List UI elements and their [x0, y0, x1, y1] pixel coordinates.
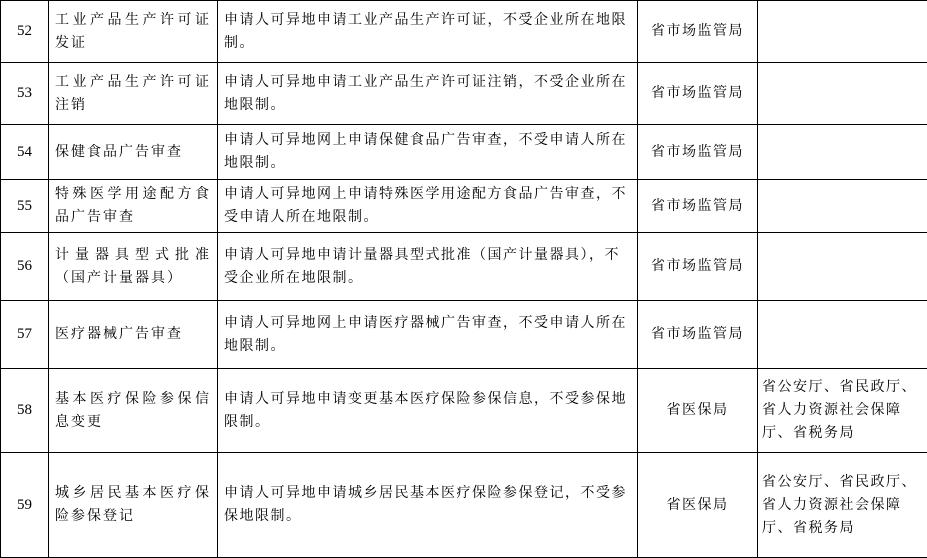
row-number: 52	[1, 1, 49, 63]
responsible-department: 省市场监管局	[638, 180, 758, 233]
cooperating-departments	[758, 63, 927, 125]
row-number: 53	[1, 63, 49, 125]
row-number: 57	[1, 301, 49, 369]
table-row	[1, 369, 927, 453]
responsible-department: 省医保局	[638, 369, 758, 453]
table-row	[1, 453, 927, 558]
cooperating-departments: 省公安厅、省民政厅、省人力资源社会保障厅、省税务局	[758, 453, 927, 558]
row-number: 55	[1, 180, 49, 233]
item-description: 申请人可异地申请计量器具型式批准（国产计量器具），不受企业所在地限制。	[218, 233, 638, 301]
item-description: 申请人可异地申请工业产品生产许可证注销，不受企业所在地限制。	[218, 63, 638, 125]
item-name: 工业产品生产许可证发证	[49, 1, 218, 63]
table-row	[1, 1, 927, 63]
row-number: 54	[1, 125, 49, 180]
item-name: 保健食品广告审查	[49, 125, 218, 180]
responsible-department: 省市场监管局	[638, 125, 758, 180]
responsible-department: 省市场监管局	[638, 1, 758, 63]
item-description: 申请人可异地网上申请医疗器械广告审查，不受申请人所在地限制。	[218, 301, 638, 369]
table-row	[1, 233, 927, 301]
row-number: 56	[1, 233, 49, 301]
item-description: 申请人可异地申请城乡居民基本医疗保险参保登记，不受参保地限制。	[218, 453, 638, 558]
row-number: 58	[1, 369, 49, 453]
item-name: 城乡居民基本医疗保险参保登记	[49, 453, 218, 558]
item-name: 计量器具型式批准（国产计量器具）	[49, 233, 218, 301]
cooperating-departments	[758, 125, 927, 180]
cooperating-departments	[758, 301, 927, 369]
item-description: 申请人可异地申请变更基本医疗保险参保信息，不受参保地限制。	[218, 369, 638, 453]
item-description: 申请人可异地申请工业产品生产许可证，不受企业所在地限制。	[218, 1, 638, 63]
item-description: 申请人可异地网上申请特殊医学用途配方食品广告审查，不受申请人所在地限制。	[218, 180, 638, 233]
item-name: 工业产品生产许可证注销	[49, 63, 218, 125]
cooperating-departments	[758, 180, 927, 233]
responsible-department: 省医保局	[638, 453, 758, 558]
item-name: 特殊医学用途配方食品广告审查	[49, 180, 218, 233]
responsible-department: 省市场监管局	[638, 233, 758, 301]
responsible-department: 省市场监管局	[638, 301, 758, 369]
table-row	[1, 63, 927, 125]
table-row	[1, 301, 927, 369]
responsible-department: 省市场监管局	[638, 63, 758, 125]
table-row	[1, 180, 927, 233]
row-number: 59	[1, 453, 49, 558]
cooperating-departments	[758, 233, 927, 301]
cooperating-departments	[758, 1, 927, 63]
item-name: 医疗器械广告审查	[49, 301, 218, 369]
cooperating-departments: 省公安厅、省民政厅、省人力资源社会保障厅、省税务局	[758, 369, 927, 453]
item-description: 申请人可异地网上申请保健食品广告审查，不受申请人所在地限制。	[218, 125, 638, 180]
table-row	[1, 125, 927, 180]
item-name: 基本医疗保险参保信息变更	[49, 369, 218, 453]
